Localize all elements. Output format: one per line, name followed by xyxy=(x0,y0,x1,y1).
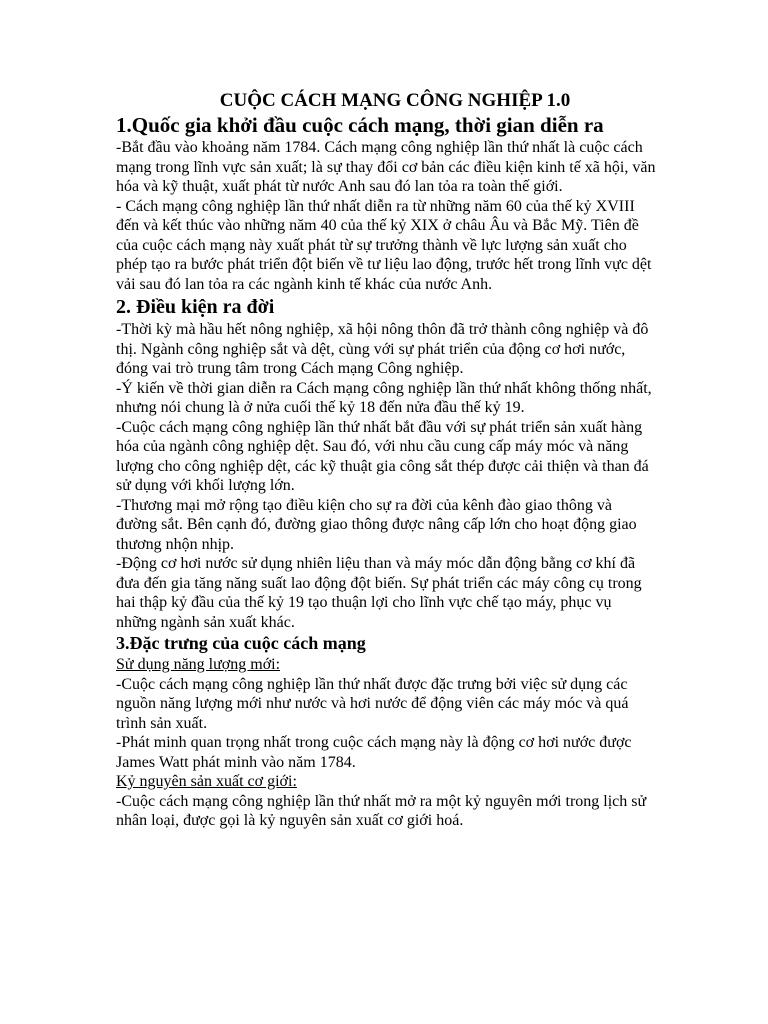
section-2-heading: 2. Điều kiện ra đời xyxy=(116,296,275,318)
document-page xyxy=(116,89,656,831)
section-3-heading: 3.Đặc trưng của cuộc cách mạng xyxy=(116,633,366,653)
paragraph: -Bắt đầu vào khoảng năm 1784. Cách mạng công nghiệp lần thứ nhất là cuộc cách mạng trong lĩnh vực sản xuất; là sự thay đổi cơ bản các điều kiện kinh tế xã hội, văn hóa và kỹ thuật, xuất phát từ nước Anh sau đó lan tỏa ra toàn thế giới. xyxy=(116,139,656,195)
paragraph: -Động cơ hơi nước sử dụng nhiên liệu than và máy móc dẫn động bằng cơ khí đã đưa đến gia tăng năng suất lao động đột biến. Sự phát triển các máy công cụ trong hai thập kỷ đầu của thế kỷ 19 tạo thuận lợi cho lĩnh vực chế tạo máy, phục vụ những ngành sản xuất khác. xyxy=(116,555,642,631)
subsection-label: Kỷ nguyên sản xuất cơ giới: xyxy=(116,773,297,790)
paragraph: -Cuộc cách mạng công nghiệp lần thứ nhất bắt đầu với sự phát triển sản xuất hàng hóa của ngành công nghiệp dệt. Sau đó, với nhu cầu cung cấp máy móc và năng lượng cho công nghiệp dệt, các kỹ thuật gia công sắt thép được cải thiện và than đá sử dụng với khối lượng lớn. xyxy=(116,418,649,494)
subsection-label: Sử dụng năng lượng mới: xyxy=(116,656,281,673)
paragraph: -Thương mại mở rộng tạo điều kiện cho sự ra đời của kênh đào giao thông và đường sắt. Bên cạnh đó, đường giao thông được nâng cấp lớn cho hoạt động giao thương nhộn nhịp. xyxy=(116,496,637,553)
paragraph: -Ý kiến về thời gian diễn ra Cách mạng công nghiệp lần thứ nhất không thống nhất, nhưng nói chung là ở nửa cuối thế kỷ 18 đến nửa đầu thế kỷ 19. xyxy=(116,379,652,416)
paragraph: -Phát minh quan trọng nhất trong cuộc cách mạng này là động cơ hơi nước được James Watt phát minh vào năm 1784. xyxy=(116,734,632,771)
document-title: CUỘC CÁCH MẠNG CÔNG NGHIỆP 1.0 xyxy=(219,90,571,111)
section-1-heading: 1.Quốc gia khởi đầu cuộc cách mạng, thời gian diễn ra xyxy=(116,113,604,137)
paragraph: - Cách mạng công nghiệp lần thứ nhất diễn ra từ những năm 60 của thế kỷ XVIII đến và kết thúc vào những năm 40 của thế kỷ XIX ở châu Âu và Bắc Mỹ. Tiên đề của cuộc cách mạng này xuất phát từ sự trưởng thành về lực lượng sản xuất cho phép tạo ra bước phát triển đột biến về tư liệu lao động, trước hết trong lĩnh vực dệt vải sau đó lan tỏa ra các ngành kinh tế khác của nước Anh. xyxy=(116,197,652,293)
paragraph: -Thời kỳ mà hầu hết nông nghiệp, xã hội nông thôn đã trở thành công nghiệp và đô thị. Ngành công nghiệp sắt và dệt, cùng với sự phát triển của động cơ hơi nước, đóng vai trò trung tâm trong Cách mạng Công nghiệp. xyxy=(116,321,649,377)
paragraph: -Cuộc cách mạng công nghiệp lần thứ nhất được đặc trưng bởi việc sử dụng các nguồn năng lượng mới như nước và hơi nước để động viên các máy móc và quá trình sản xuất. xyxy=(116,675,629,732)
paragraph: -Cuộc cách mạng công nghiệp lần thứ nhất mở ra một kỷ nguyên mới trong lịch sử nhân loại, được gọi là kỷ nguyên sản xuất cơ giới hoá. xyxy=(116,792,647,829)
